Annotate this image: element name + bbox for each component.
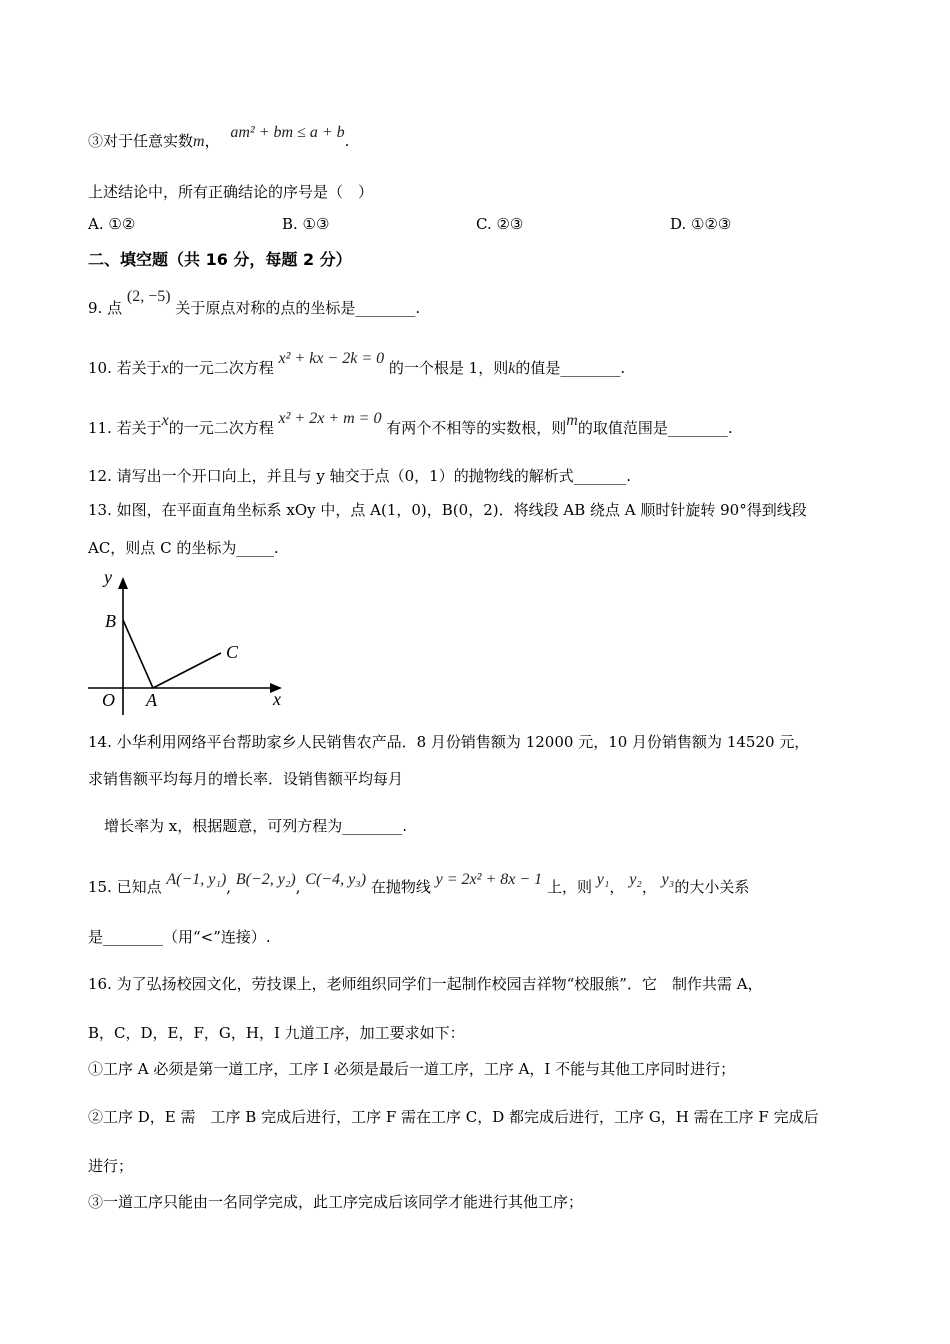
q10: 10. 若关于x的一元二次方程 x² + kx − 2k = 0 的一个根是 1，则k的值是________. xyxy=(88,350,626,377)
option-c: C. ②③ xyxy=(476,215,524,233)
q11: 11. 若关于x的一元二次方程 x² + 2x + m = 0 有两个不相等的实数根，则m的取值范围是________. xyxy=(88,410,733,437)
q14-line1: 14. 小华利用网络平台帮助家乡人民销售农产品．8 月份销售额为 12000 元，10 月份销售额为 14520 元， xyxy=(88,733,810,751)
q13-coordinate-figure xyxy=(85,565,295,715)
q14-line3: 增长率为 x，根据题意，可列方程为________. xyxy=(104,817,407,835)
point-a: A(−1, y₁) xyxy=(166,871,227,888)
inequality-formula: am² + bm ≤ a + b xyxy=(230,124,345,141)
q16-line3: ①工序 A 必须是第一道工序，工序 I 必须是最后一道工序，工序 A，I 不能与其他工序同时进行； xyxy=(88,1060,736,1078)
q8-question: 上述结论中，所有正确结论的序号是（ ） xyxy=(88,183,374,201)
equation-q10: x² + kx − 2k = 0 xyxy=(278,350,385,367)
q16-line2: B，C，D，E，F，G，H，I 九道工序，加工要求如下： xyxy=(88,1024,465,1042)
q15: 15. 已知点 A(−1, y₁), B(−2, y₂), C(−4, y₃) 在抛物线 y = 2x² + 8x − 1 上，则 y₁， y₂， y₃的大小关系 xyxy=(88,871,750,896)
section2-title: 二、填空题（共 16 分，每题 2 分） xyxy=(88,250,352,269)
label-c: C xyxy=(226,642,239,662)
equation-q11: x² + 2x + m = 0 xyxy=(278,410,382,427)
label-y: y xyxy=(104,567,112,587)
q9: 9. 点 (2, −5) 关于原点对称的点的坐标是________. xyxy=(88,288,421,317)
q8-item3: ③对于任意实数m， am² + bm ≤ a + b. xyxy=(88,124,350,150)
segment-ab xyxy=(123,620,153,688)
parabola-formula: y = 2x² + 8x − 1 xyxy=(435,871,543,888)
q13-line1: 13. 如图，在平面直角坐标系 xOy 中，点 A(1，0)，B(0，2)．将线段 AB 绕点 A 顺时针旋转 90°得到线段 xyxy=(88,501,807,519)
point-c: C(−4, y₃) xyxy=(305,871,367,888)
option-b: B. ①③ xyxy=(282,215,330,233)
y-axis-arrow xyxy=(118,577,128,589)
label-b: B xyxy=(105,611,116,631)
label-o: O xyxy=(102,690,115,710)
q16-line6: ③一道工序只能由一名同学完成，此工序完成后该同学才能进行其他工序； xyxy=(88,1193,584,1211)
option-d: D. ①②③ xyxy=(670,215,732,233)
q12: 12. 请写出一个开口向上，并且与 y 轴交于点（0，1）的抛物线的解析式_______. xyxy=(88,467,631,485)
point-2-neg5: (2, −5) xyxy=(126,288,171,305)
label-a: A xyxy=(146,690,157,710)
option-a: A. ①② xyxy=(88,215,136,233)
label-x: x xyxy=(273,689,281,709)
q13-line2: AC，则点 C 的坐标为_____. xyxy=(88,539,279,557)
point-b: B(−2, y₂) xyxy=(235,871,296,888)
var-m: m xyxy=(193,133,205,150)
q14-line2: 求销售额平均每月的增长率．设销售额平均每月 xyxy=(88,770,404,788)
q16-line4: ②工序 D，E 需 工序 B 完成后进行，工序 F 需在工序 C，D 都完成后进行，工序 G，H 需在工序 F 完成后 xyxy=(88,1108,819,1126)
segment-ac xyxy=(153,653,221,688)
q16-line1: 16. 为了弘扬校园文化，劳技课上，老师组织同学们一起制作校园吉祥物“校服熊”．它 制作共需 A， xyxy=(88,975,763,993)
q15-line2: 是________（用“<”连接）. xyxy=(88,928,271,946)
q16-line5: 进行； xyxy=(88,1157,134,1175)
